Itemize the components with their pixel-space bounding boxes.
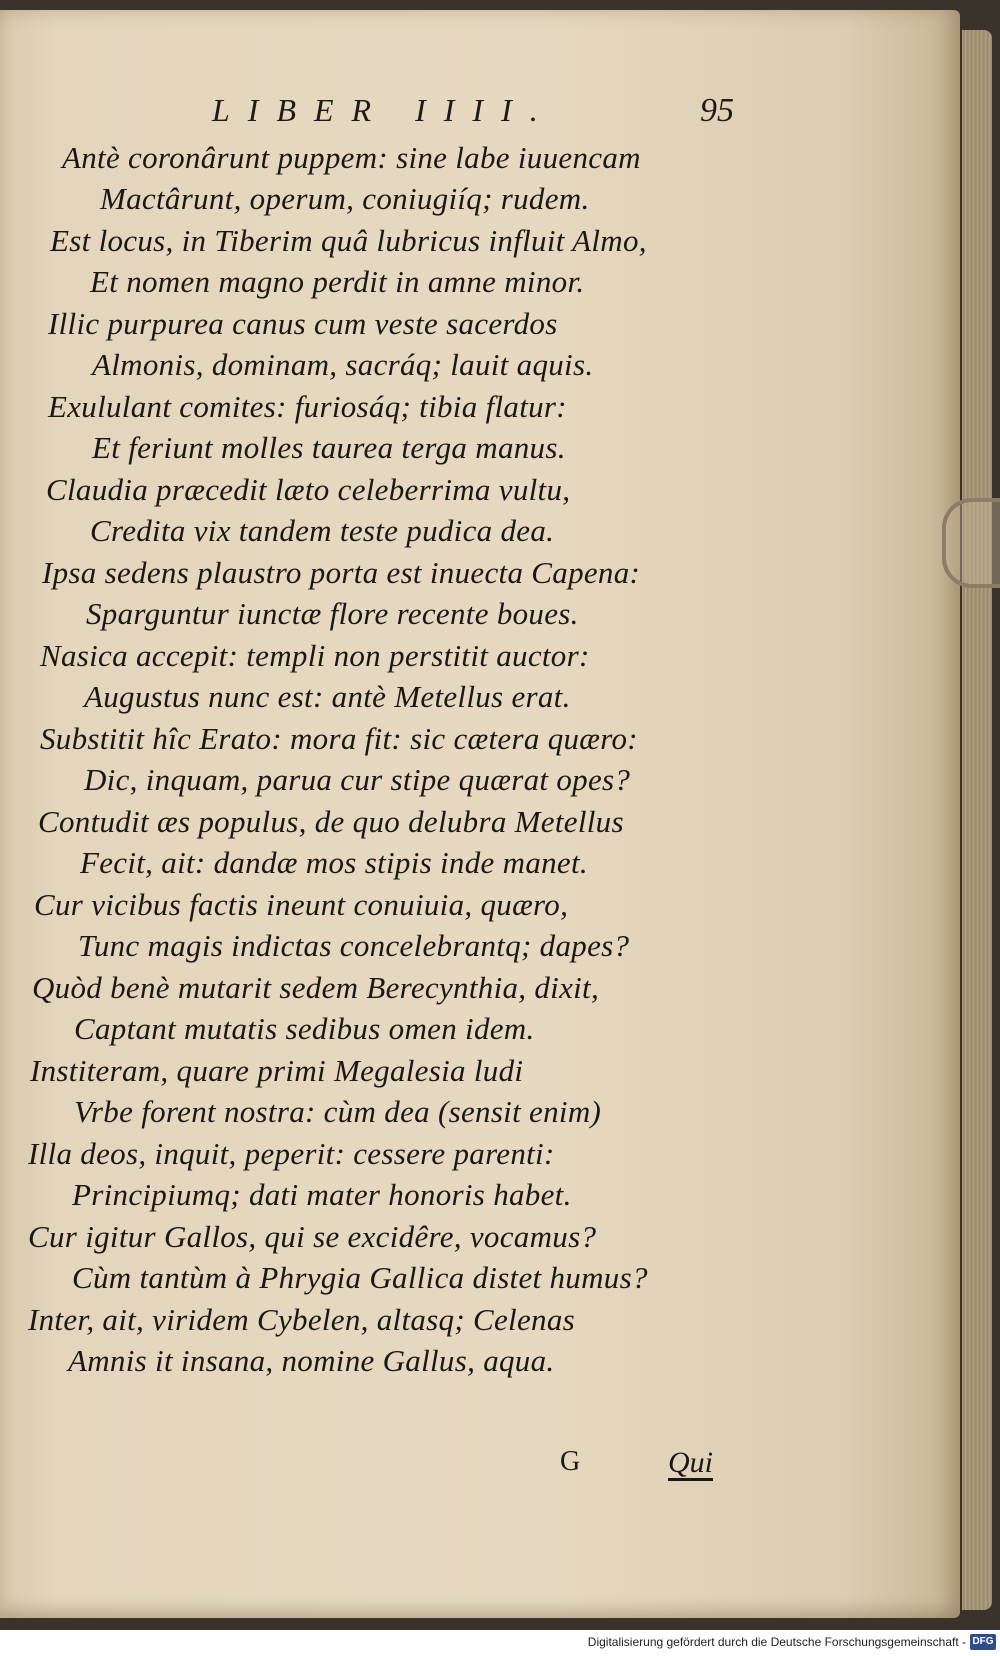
signature-mark: G: [560, 1446, 581, 1477]
verse-line: Cur igitur Gallos, qui se excidêre, vocamus?: [28, 1219, 597, 1254]
verse-line: Cùm tantùm à Phrygia Gallica distet humus?: [72, 1260, 648, 1295]
verse-line: Tunc magis indictas concelebrantq; dapes?: [78, 928, 630, 963]
verse-line: Illa deos, inquit, peperit: cessere parenti:: [28, 1136, 555, 1171]
verse-line: Captant mutatis sedibus omen idem.: [74, 1011, 535, 1046]
verse-line: Exululant comites: furiosáq; tibia flatur:: [48, 389, 567, 424]
verse-line: Mactârunt, operum, coniugiíq; rudem.: [100, 181, 590, 216]
verse-line: Claudia præcedit læto celeberrima vultu,: [46, 472, 571, 507]
verse-line: Et feriunt molles taurea terga manus.: [92, 430, 566, 465]
verse-line: Et nomen magno perdit in amne minor.: [90, 264, 585, 299]
catchword: Qui: [668, 1446, 713, 1479]
page-number: 95: [700, 92, 734, 129]
dfg-logo-icon: DFG: [970, 1634, 996, 1650]
verse-line: Dic, inquam, parua cur stipe quærat opes?: [84, 762, 631, 797]
page-header: [0, 92, 960, 132]
verse-line: Illic purpurea canus cum veste sacerdos: [48, 306, 558, 341]
verse-line: Inter, ait, viridem Cybelen, altasq; Celenas: [28, 1302, 575, 1337]
verse-line: Substitit hîc Erato: mora fit: sic cætera quæro:: [40, 721, 638, 756]
footer-credit: Digitalisierung gefördert durch die Deutsche Forschungsgemeinschaft -: [587, 1635, 966, 1649]
book-page: [0, 10, 960, 1618]
verse-line: Antè coronârunt puppem: sine labe iuuencam: [62, 140, 641, 175]
verse-line: Institeram, quare primi Megalesia ludi: [30, 1053, 524, 1088]
verse-line: Principiumq; dati mater honoris habet.: [72, 1177, 572, 1212]
verse-line: Contudit æs populus, de quo delubra Metellus: [38, 804, 624, 839]
verse-line: Cur vicibus factis ineunt conuiuia, quæro,: [34, 887, 569, 922]
verse-line: Amnis it insana, nomine Gallus, aqua.: [68, 1343, 555, 1378]
verse-line: Quòd benè mutarit sedem Berecynthia, dixit,: [32, 970, 600, 1005]
digitization-footer: [0, 1630, 1000, 1656]
verse-line: Nasica accepit: templi non perstitit auctor:: [40, 638, 590, 673]
verse-line: Augustus nunc est: antè Metellus erat.: [84, 679, 571, 714]
verse-line: Fecit, ait: dandæ mos stipis inde manet.: [80, 845, 588, 880]
clasp-icon: [942, 498, 1000, 588]
verse-line: Sparguntur iunctæ flore recente boues.: [86, 596, 579, 631]
verse-line: Est locus, in Tiberim quâ lubricus influit Almo,: [50, 223, 647, 258]
verse-line: Ipsa sedens plaustro porta est inuecta Capena:: [42, 555, 641, 590]
verse-line: Almonis, dominam, sacráq; lauit aquis.: [92, 347, 594, 382]
running-head: LIBER IIII.: [212, 92, 556, 128]
page-foot: [0, 1446, 960, 1486]
verse-line: Credita vix tandem teste pudica dea.: [90, 513, 555, 548]
verse-line: Vrbe forent nostra: cùm dea (sensit enim): [74, 1094, 602, 1129]
page-edges: [962, 30, 992, 1610]
